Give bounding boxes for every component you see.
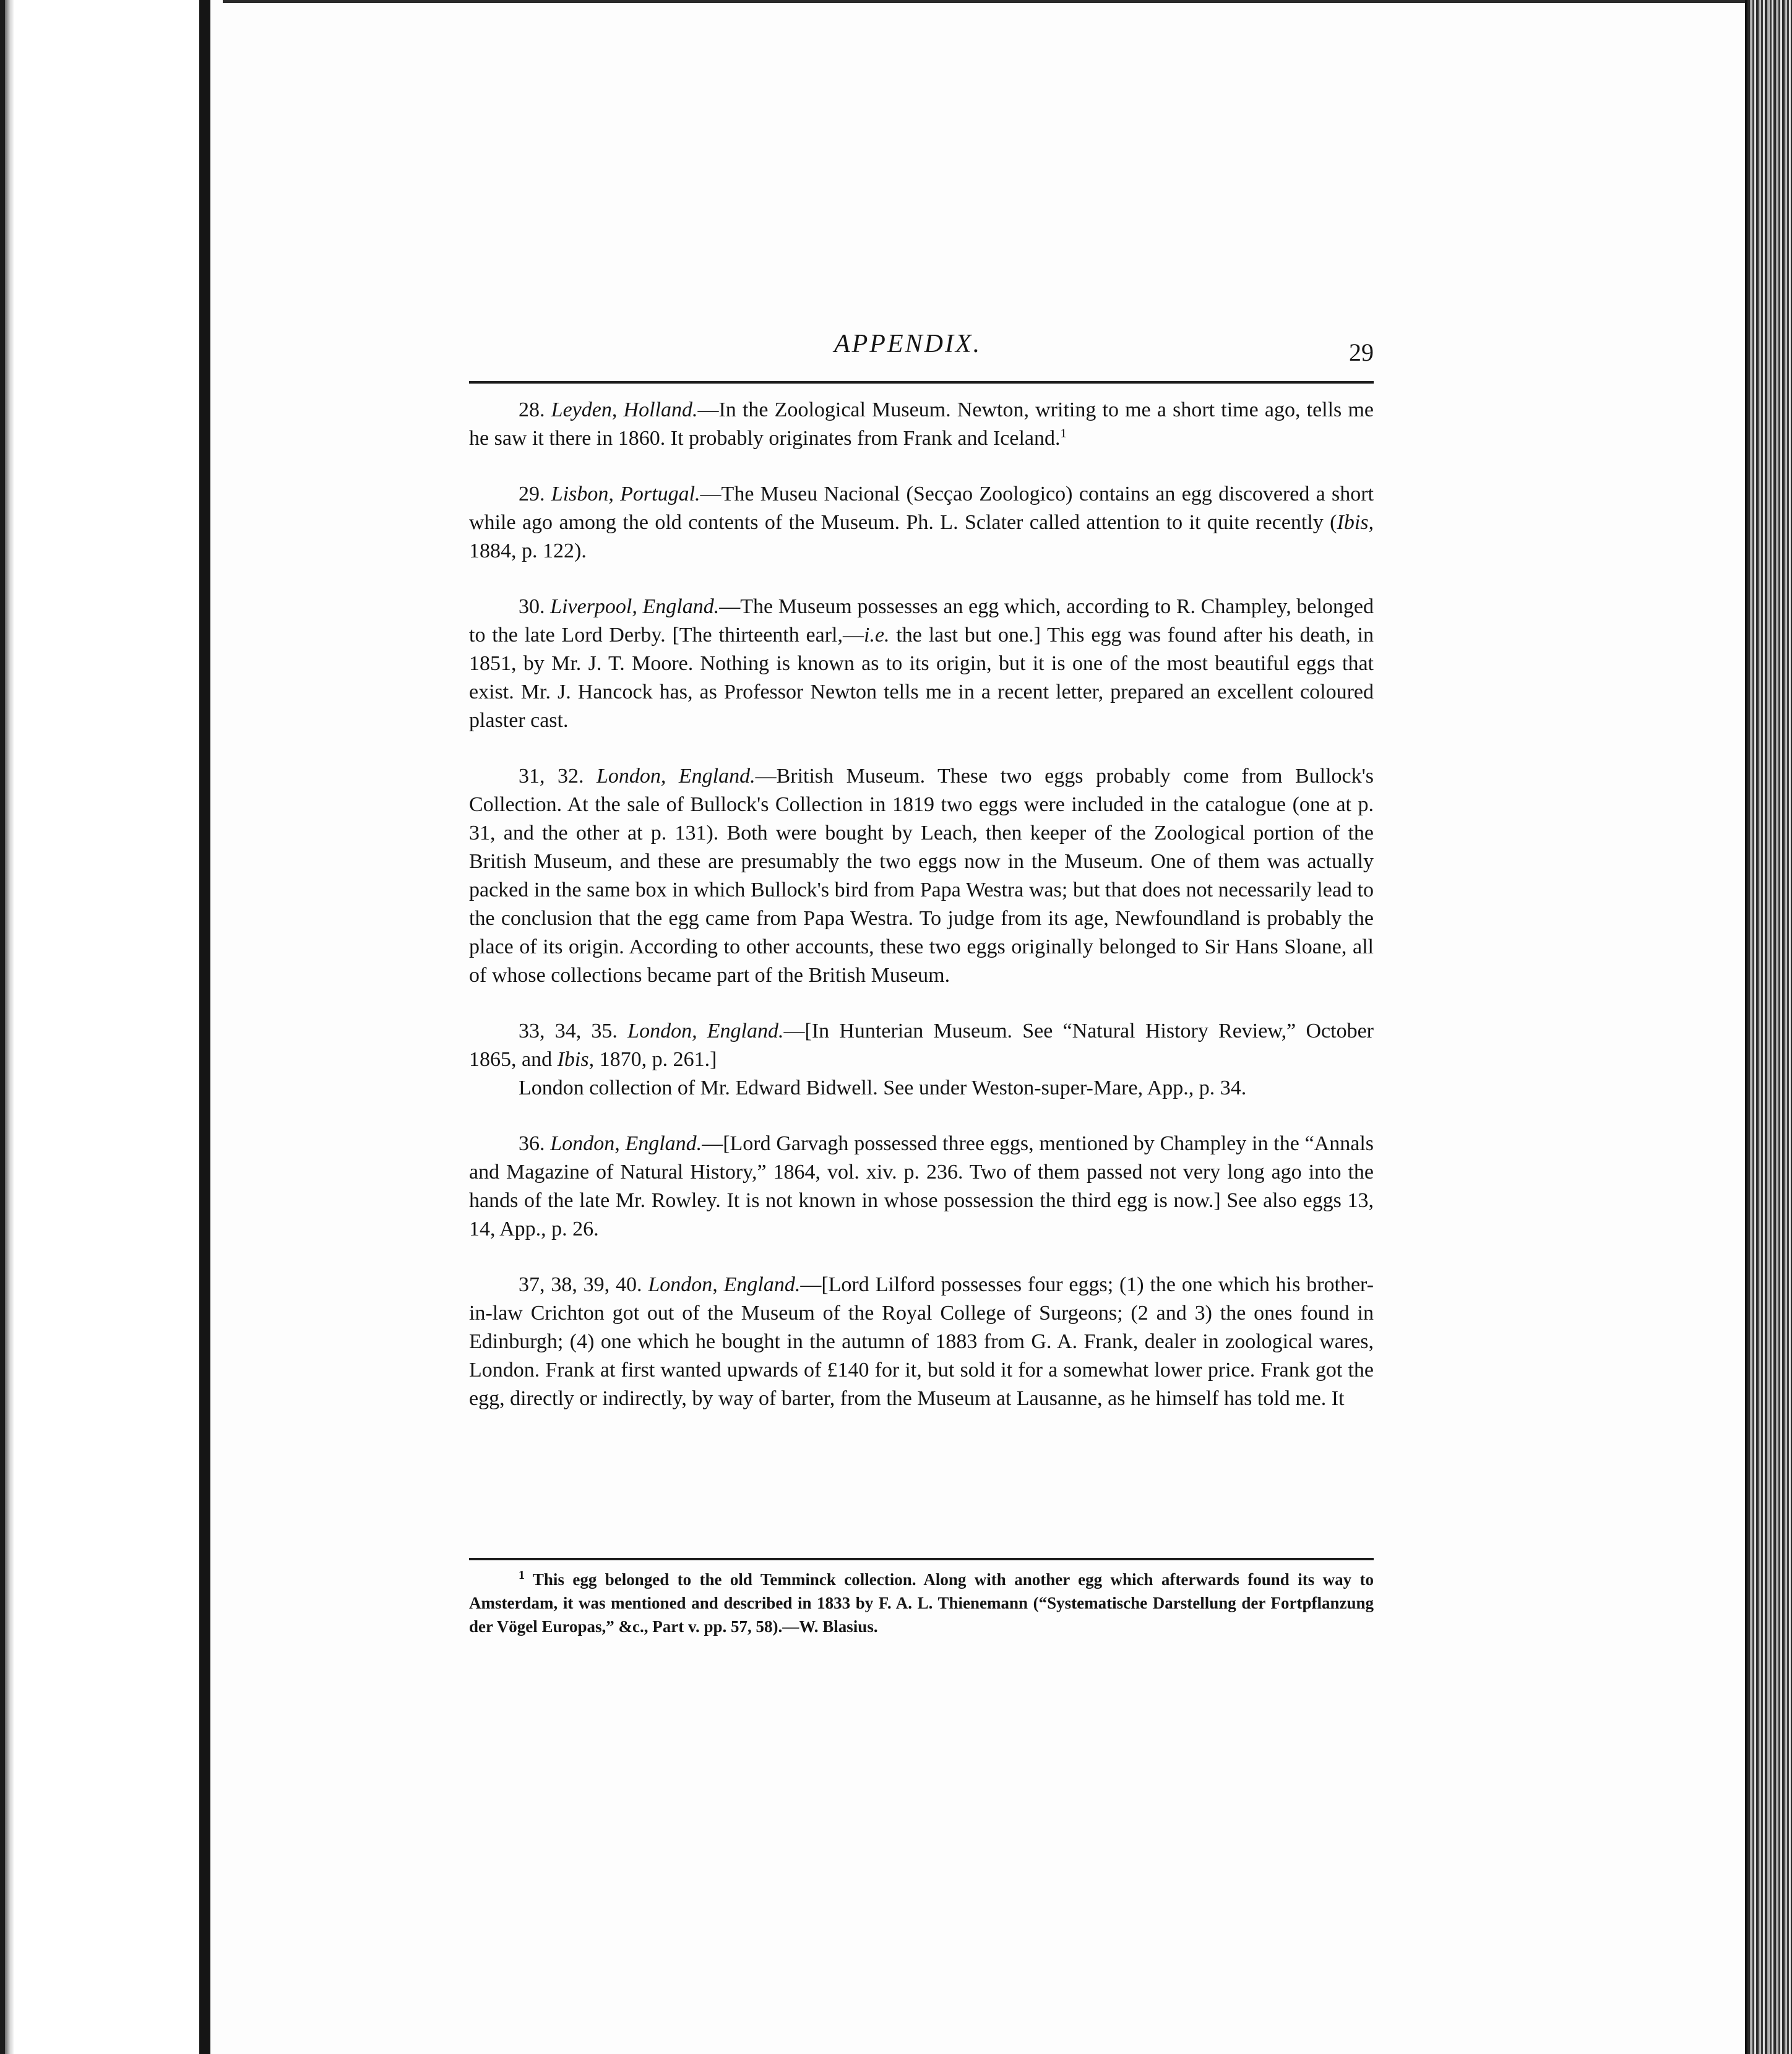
entry-number: 37, 38, 39, 40. (519, 1273, 642, 1296)
entry-text: —[Lord Garvagh possessed three eggs, mentioned by Champley in the “Annals and Magazine of Natural History,” 1864, vol. xiv. p. 236. Two of them passed not very long ago into the hands of the late Mr. Rowley. It is not known in whose possession the third egg is now.] See also eggs 13, 14, App., p. 26. (469, 1132, 1374, 1240)
scan-left-edge (0, 0, 5, 2054)
journal-reference: Ibis, (557, 1048, 595, 1071)
page-number: 29 (1349, 338, 1374, 366)
entry-number: 28. (519, 398, 545, 421)
entry-text: —[Lord Lilford possesses four eggs; (1) the one which his brother-in-law Crichton got out of the Museum of the Royal College of Surgeons; (2 and 3) the ones found in Edinburgh; (4) one which he bought in the autumn of 1883 from G. A. Frank, dealer in zoological wares, London. Frank at first wanted upwards of £140 for it, but sold it for a somewhat lower price. Frank got the egg, directly or indirectly, by way of barter, from the Museum at Lausanne, as he himself has told me. It (469, 1273, 1374, 1410)
running-title: APPENDIX. (834, 330, 982, 358)
header-rule (469, 381, 1374, 384)
page-binding-edge (199, 0, 210, 2054)
footnote (469, 1568, 1374, 1638)
entry-text: —The Museu Nacional (Secçao Zoologico) contains an egg discovered a short while ago among the old contents of the Museum. Ph. L. Sclater called attention to it quite recently ( (469, 483, 1374, 534)
entry-number: 36. (519, 1132, 545, 1155)
scan-top-edge (223, 0, 1751, 3)
appendix-body (469, 396, 1374, 1413)
footnote-rule (469, 1558, 1374, 1560)
entry-33-35 (469, 1017, 1374, 1074)
running-head (469, 329, 1374, 366)
entry-number: 29. (519, 483, 545, 505)
entry-place: London, England. (596, 765, 756, 788)
entry-number: 30. (519, 595, 545, 618)
entry-36 (469, 1130, 1374, 1244)
footnote-text: This egg belonged to the old Temminck collection. Along with another egg which afterwards found its way to Amsterdam, it was mentioned and described in 1833 by F. A. L. Thienemann (“Systematische Darstellung der Fortpflanzung der Vögel Europas,” &c., Part v. pp. 57, 58).—W. Blasius. (469, 1570, 1374, 1636)
entry-place: Liverpool, England. (550, 595, 720, 618)
entry-30 (469, 593, 1374, 735)
entry-text: —British Museum. These two eggs probably come from Bullock's Collection. At the sale of Bullock's Collection in 1819 two eggs were included in the catalogue (one at p. 31, and the other at p. 131). Both were bought by Leach, then keeper of the Zoological portion of the British Museum, and these are presumably the two eggs now in the Museum. One of them was actually packed in the same box in which Bullock's bird from Papa Westra was; but that does not necessarily lead to the conclusion that the egg came from Papa Westra. To judge from its age, Newfoundland is probably the place of its origin. According to other accounts, these two eggs originally belonged to Sir Hans Sloane, all of whose collections became part of the British Museum. (469, 765, 1374, 987)
entry-place: London, England. (550, 1132, 702, 1155)
entry-text-cont: the last but one.] This egg was found after his death, in 1851, by Mr. J. T. Moore. Nothing is known as to its origin, but it is one of the most beautiful eggs that exist. Mr. J. Hancock has, as Professor Newton tells me in a recent letter, prepared an excellent coloured plaster cast. (469, 624, 1374, 732)
entry-31-32 (469, 762, 1374, 990)
entry-text: —[In Hunterian Museum. See “Natural History Review,” October 1865, and (469, 1020, 1374, 1071)
entry-number: 33, 34, 35. (519, 1020, 618, 1042)
entry-text: —The Museum possesses an egg which, according to R. Champley, belonged to the late Lord Derby. [The thirteenth earl,— (469, 595, 1374, 647)
entry-28 (469, 396, 1374, 453)
entry-place: London, England. (648, 1273, 801, 1296)
entry-37-40 (469, 1271, 1374, 1413)
scan-left-shadow (5, 0, 14, 2054)
footnote-marker: 1 (1060, 426, 1067, 440)
entry-text-cont: 1884, p. 122). (469, 539, 587, 562)
journal-reference: Ibis, (1337, 511, 1374, 534)
entry-text-cont: 1870, p. 261.] (594, 1048, 717, 1071)
entry-place: Leyden, Holland. (551, 398, 698, 421)
entry-place: London, England. (627, 1020, 784, 1042)
entry-33-35-note: London collection of Mr. Edward Bidwell. See under Weston-super-Mare, App., p. 34. (519, 1076, 1247, 1099)
entry-number: 31, 32. (519, 765, 584, 788)
entry-text: —In the Zoological Museum. Newton, writing to me a short time ago, tells me he saw it there in 1860. It probably originates from Frank and Iceland. (469, 398, 1374, 450)
entry-place: Lisbon, Portugal. (551, 483, 700, 505)
book-page-edges (1747, 0, 1792, 2054)
entry-29 (469, 480, 1374, 565)
abbreviation: i.e. (864, 624, 890, 647)
footnote-number: 1 (519, 1568, 525, 1582)
